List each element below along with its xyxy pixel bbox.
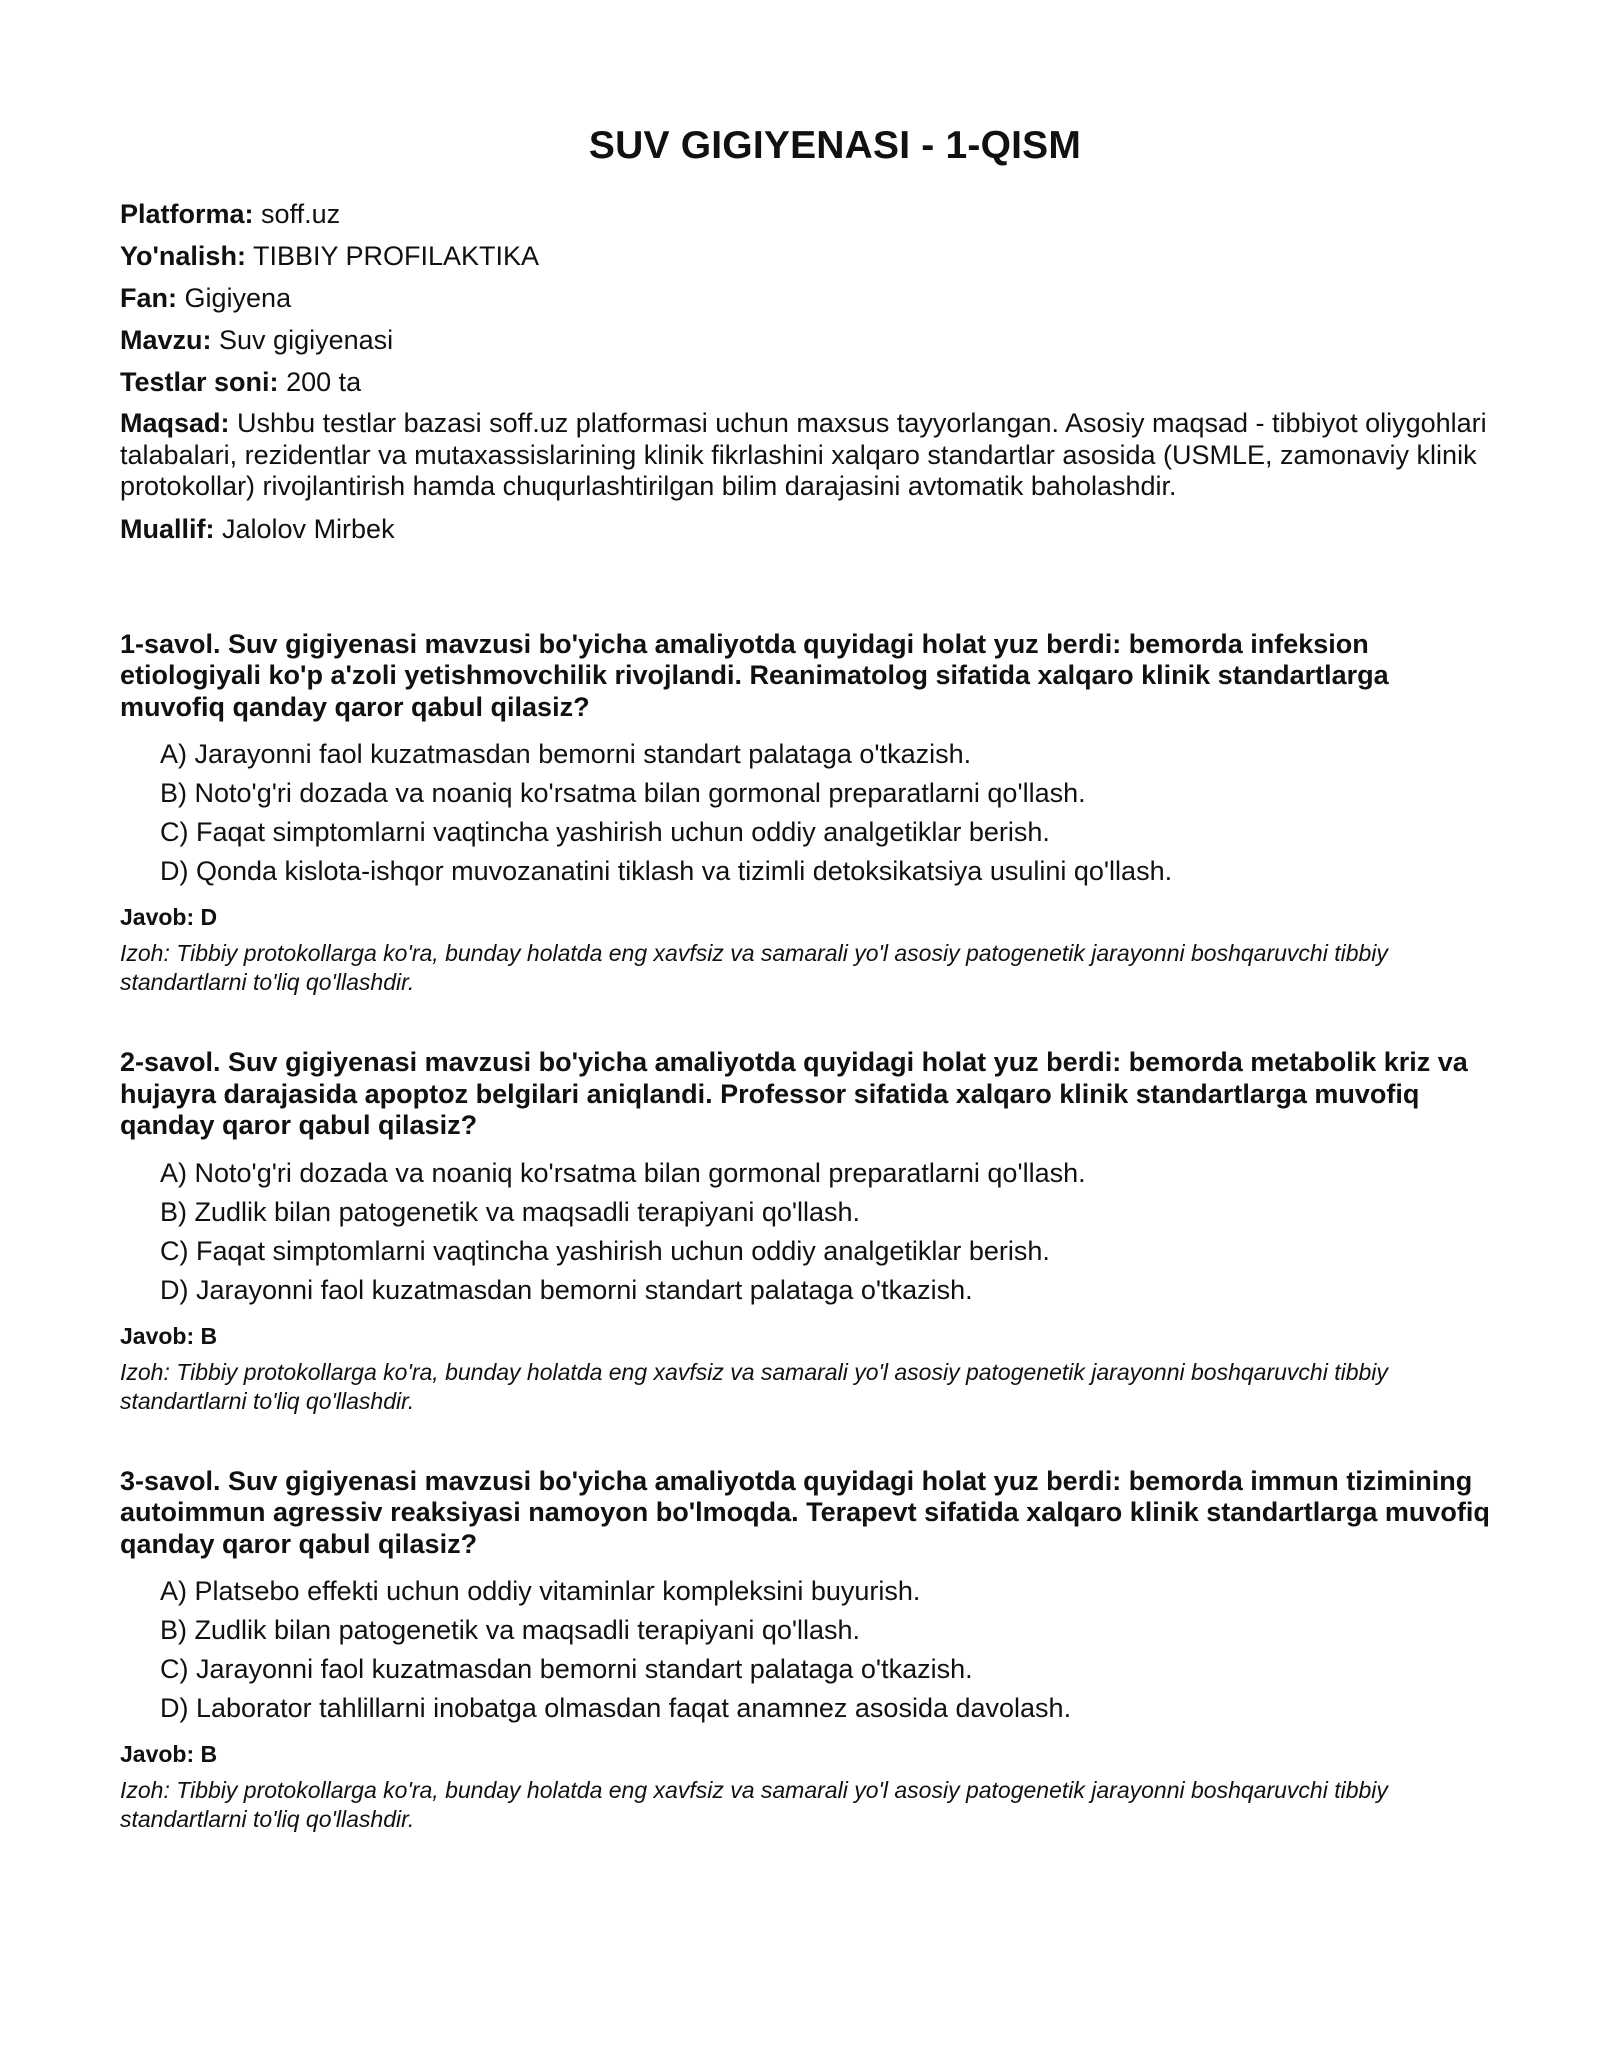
option-b: B) Zudlik bilan patogenetik va maqsadli terapiyani qo'llash. — [160, 1196, 861, 1227]
option-d: D) Jarayonni faol kuzatmasdan bemorni standart palataga o'tkazish. — [160, 1274, 973, 1305]
option-d: D) Laborator tahlillarni inobatga olmasdan faqat anamnez asosida davolash. — [160, 1693, 1072, 1723]
option-a: A) Platsebo effekti uchun oddiy vitaminlar kompleksini buyurish. — [160, 1576, 921, 1606]
meta-direction-value: TIBBIY PROFILAKTIKA — [252, 241, 540, 271]
question-text: 3-savol. Suv gigiyenasi mavzusi bo'yicha amaliyotda quyidagi holat yuz berdi: bemorda immun tizimining autoimmun agressiv reaksiyasi namoyon bo'lmoqda. Terapevt sifatida xalqaro klinik standartlarga muvofiq qanday qaror qabul qilasiz? — [120, 1465, 1490, 1559]
questions-list — [120, 629, 1490, 1835]
option-b: B) Zudlik bilan patogenetik va maqsadli terapiyani qo'llash. — [160, 1615, 861, 1645]
meta-platform-value: soff.uz — [261, 199, 341, 229]
meta-author — [120, 513, 1490, 545]
meta-platform-label: Platforma: — [120, 199, 254, 229]
explanation-note: Izoh: Tibbiy protokollarga ko'ra, bunday holatda eng xavfsiz va samarali yo'l asosiy patogenetik jarayonni boshqaruvchi tibbiy standartlarni to'liq qo'llashdir. — [120, 1777, 1388, 1832]
option-d: D) Qonda kislota-ishqor muvozanatini tiklash va tizimli detoksikatsiya usulini qo'llash. — [160, 856, 1173, 886]
meta-goal-label: Maqsad: — [120, 408, 230, 438]
answer-line: Javob: D — [120, 904, 218, 930]
meta-subject-label: Fan: — [120, 283, 177, 313]
meta-subject — [120, 282, 1490, 314]
meta-direction — [120, 240, 1490, 272]
option-c: C) Faqat simptomlarni vaqtincha yashirish uchun oddiy analgetiklar berish. — [160, 1235, 1050, 1266]
question-text: 1-savol. Suv gigiyenasi mavzusi bo'yicha amaliyotda quyidagi holat yuz berdi: bemorda infeksion etiologiyali ko'p a'zoli yetishmovchilik rivojlandi. Reanimatolog sifatida xalqaro klinik standartlarga muvofiq qanday qaror qabul qilasiz? — [120, 628, 1389, 722]
answer-line: Javob: B — [120, 1741, 218, 1767]
meta-direction-label: Yo'nalish: — [120, 241, 246, 271]
document-title: SUV GIGIYENASI - 1-QISM — [588, 124, 1082, 167]
explanation-note: Izoh: Tibbiy protokollarga ko'ra, bunday holatda eng xavfsiz va samarali yo'l asosiy patogenetik jarayonni boshqaruvchi tibbiy standartlarni to'liq qo'llashdir. — [120, 940, 1388, 995]
option-a: A) Jarayonni faol kuzatmasdan bemorni standart palataga o'tkazish. — [160, 739, 972, 769]
meta-test-count-value: 200 ta — [286, 367, 362, 397]
meta-topic-value: Suv gigiyenasi — [219, 325, 394, 355]
question-2 — [120, 1047, 1490, 1416]
meta-goal — [120, 408, 1490, 503]
question-options — [120, 1575, 1490, 1724]
option-a: A) Noto'g'ri dozada va noaniq ko'rsatma bilan gormonal preparatlarni qo'llash. — [160, 1157, 1086, 1188]
meta-author-value: Jalolov Mirbek — [222, 513, 395, 544]
meta-topic-label: Mavzu: — [120, 325, 212, 355]
question-3 — [120, 1466, 1490, 1835]
question-options — [120, 1157, 1490, 1306]
meta-topic — [120, 324, 1490, 356]
explanation-note: Izoh: Tibbiy protokollarga ko'ra, bunday holatda eng xavfsiz va samarali yo'l asosiy patogenetik jarayonni boshqaruvchi tibbiy standartlarni to'liq qo'llashdir. — [120, 1358, 1388, 1414]
meta-test-count-label: Testlar soni: — [120, 367, 279, 397]
question-options — [120, 738, 1490, 887]
question-1 — [120, 629, 1490, 998]
option-c: C) Jarayonni faol kuzatmasdan bemorni standart palataga o'tkazish. — [160, 1654, 973, 1684]
document-page — [120, 0, 1490, 1884]
document-metadata — [120, 198, 1490, 545]
meta-author-label: Muallif: — [120, 513, 215, 544]
question-text: 2-savol. Suv gigiyenasi mavzusi bo'yicha amaliyotda quyidagi holat yuz berdi: bemorda metabolik kriz va hujayra darajasida apoptoz belgilari aniqlandi. Professor sifatida xalqaro klinik standartlarga muvofiq qanday qaror qabul qilasiz? — [120, 1047, 1468, 1140]
option-c: C) Faqat simptomlarni vaqtincha yashirish uchun oddiy analgetiklar berish. — [160, 817, 1050, 847]
option-b: B) Noto'g'ri dozada va noaniq ko'rsatma bilan gormonal preparatlarni qo'llash. — [160, 778, 1086, 808]
meta-goal-value: Ushbu testlar bazasi soff.uz platformasi uchun maxsus tayyorlangan. Asosiy maqsad - tibbiyot oliygohlari talabalari, rezidentlar va mutaxassislarining klinik fikrlashini xalqaro standartlar asosida (USMLE, zamonaviy klinik protokollar) rivojlantirish hamda chuqurlashtirilgan bilim darajasini avtomatik baholashdir. — [120, 408, 1487, 501]
meta-subject-value: Gigiyena — [184, 283, 292, 313]
meta-platform — [120, 198, 1490, 230]
answer-line: Javob: B — [120, 1322, 218, 1349]
meta-test-count — [120, 366, 1490, 398]
